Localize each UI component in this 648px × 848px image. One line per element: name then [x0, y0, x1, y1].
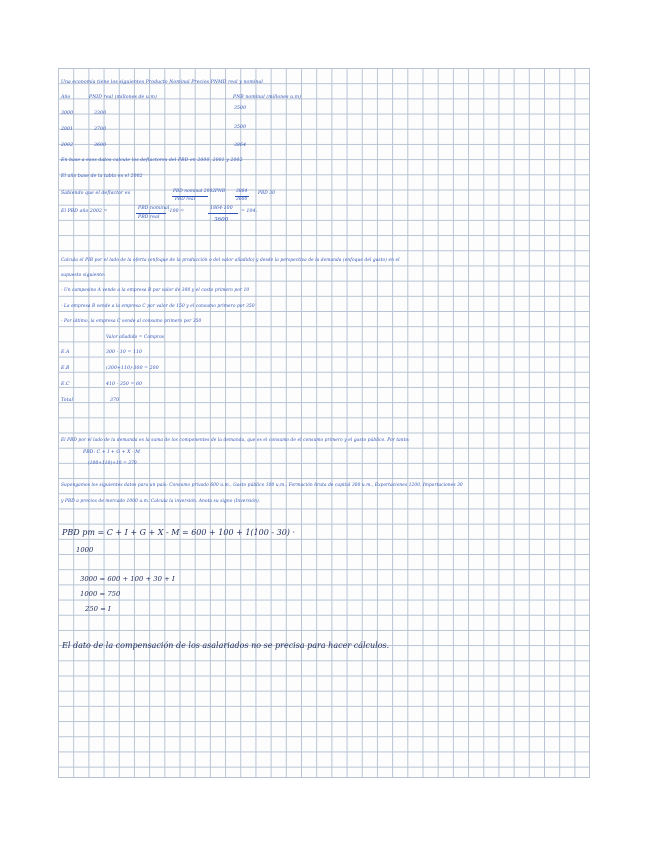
va-row-label: E.A	[61, 350, 70, 355]
base-year-note: El año base de la tabla es el 2002	[61, 174, 143, 179]
fraction-numerator: PBD nominal 2002	[173, 189, 216, 194]
va-row-label: E.C	[61, 382, 70, 387]
va-row-label: E.B	[61, 366, 70, 371]
row-year: 3000	[61, 111, 74, 116]
problem-statement-3b: y PBD a precios de mercado 1000 u.m. Calcula la inversión. Anota su signo (Inversión).	[61, 499, 261, 504]
table-header-year: Año	[61, 95, 71, 100]
compensation-note: El dato de la compensación de los asalariados no se precisa para hacer cálculos.	[62, 641, 390, 650]
table-header-real: PNID real (millones de u.m)	[89, 95, 157, 100]
row-real: 3600	[94, 143, 107, 148]
fraction-numerator: 3864	[236, 189, 248, 194]
pbd-pm-equation: PBD pm = C + I + G + X - M = 600 + 100 + 1(100 - 30) ·	[62, 528, 295, 537]
fraction-denominator: 3600	[236, 197, 248, 202]
va-table-header: Valor añadido = Compras	[106, 335, 165, 340]
fraction-denominator: PBD real	[175, 197, 196, 202]
table-header-nominal: PNB nominal (millones u.m)	[233, 95, 302, 100]
investment-step-1: 3000 = 600 + 100 + 30 + I	[80, 575, 175, 583]
demand-formula: PBD: C + I + G + X - M	[83, 450, 141, 455]
problem-statement-3: Supongamos los siguientes datos para un país: Consumo privado 600 u.m., Gasto público 100 u.m., Formación bruta de capital 300 u.m., Exportaciones 1200, Importaciones 30	[61, 483, 463, 488]
demand-calc: (100+110)+10 = 370	[88, 461, 137, 466]
fraction-numerator: 1864·100	[210, 206, 233, 211]
problem-statement-2: Calcula el PIB por el lado de la oferta (enfoque de la producción o del valor añadido) y desde la perspectiva de la demanda (enfoque del gasto) en el	[61, 258, 400, 263]
case-c: - Por último, la empresa C vende al consumo primero por 350	[61, 319, 202, 324]
row-nominal: 3500	[234, 106, 247, 111]
pbd-pm-value: 1000	[76, 546, 94, 554]
case-a: - Un campesino A vende a la empresa B por valor de 300 y el costo primero por 10	[61, 288, 250, 293]
row-year: 2001	[61, 127, 74, 132]
demand-explanation: El PBD por el lado de la demanda es la suma de los componentes de la demanda, que es el consumo de el consumo primero y el gasto público. Por tanto:	[61, 438, 410, 443]
deflactor-result: PBD 30	[258, 191, 275, 196]
row-nominal: 3864	[234, 143, 247, 148]
pbd-result: = 104.	[241, 209, 258, 214]
deflactor-definition: Sabiendo que el deflactor es	[61, 191, 131, 196]
case-b: - La empresa B vende a la empresa C por valor de 150 y el consumo primero por 350	[61, 304, 255, 309]
row-year: 2002	[61, 143, 74, 148]
instruction-deflactor: En base a esos datos calcule los deflactores del PBD en 2000, 2001 y 2002	[61, 158, 243, 163]
va-row-calc: 410 - 350 = 60	[106, 382, 143, 387]
problem-statement-2b: supuesto siguiente:	[61, 273, 106, 278]
fraction-denominator: 3600	[214, 217, 229, 223]
investment-step-2: 1000 = 750	[80, 590, 121, 598]
problem-statement-1: Una economía tiene los siguientes Producto Nominal Precios PNMD real y nominal	[61, 80, 263, 85]
pbd-2002-label: El PBD año 2002 =	[61, 209, 108, 214]
fraction-denominator: PBD real	[138, 215, 160, 220]
times-100: ·100 =	[168, 209, 185, 214]
va-row-calc: (300+110)-300 = 200	[106, 366, 159, 371]
fraction-numerator: PNB	[215, 189, 226, 194]
va-total-label: Total	[61, 398, 74, 403]
row-real: 3300	[94, 111, 107, 116]
fraction-numerator: PBD nominal	[138, 206, 170, 211]
graph-paper-sheet	[58, 68, 590, 778]
row-nominal: 3500	[234, 125, 247, 130]
va-total-value: 370	[110, 398, 120, 403]
va-row-calc: 300 - 10 = 110	[106, 350, 143, 355]
investment-result: 250 = I	[85, 605, 111, 613]
row-real: 3700	[94, 127, 107, 132]
